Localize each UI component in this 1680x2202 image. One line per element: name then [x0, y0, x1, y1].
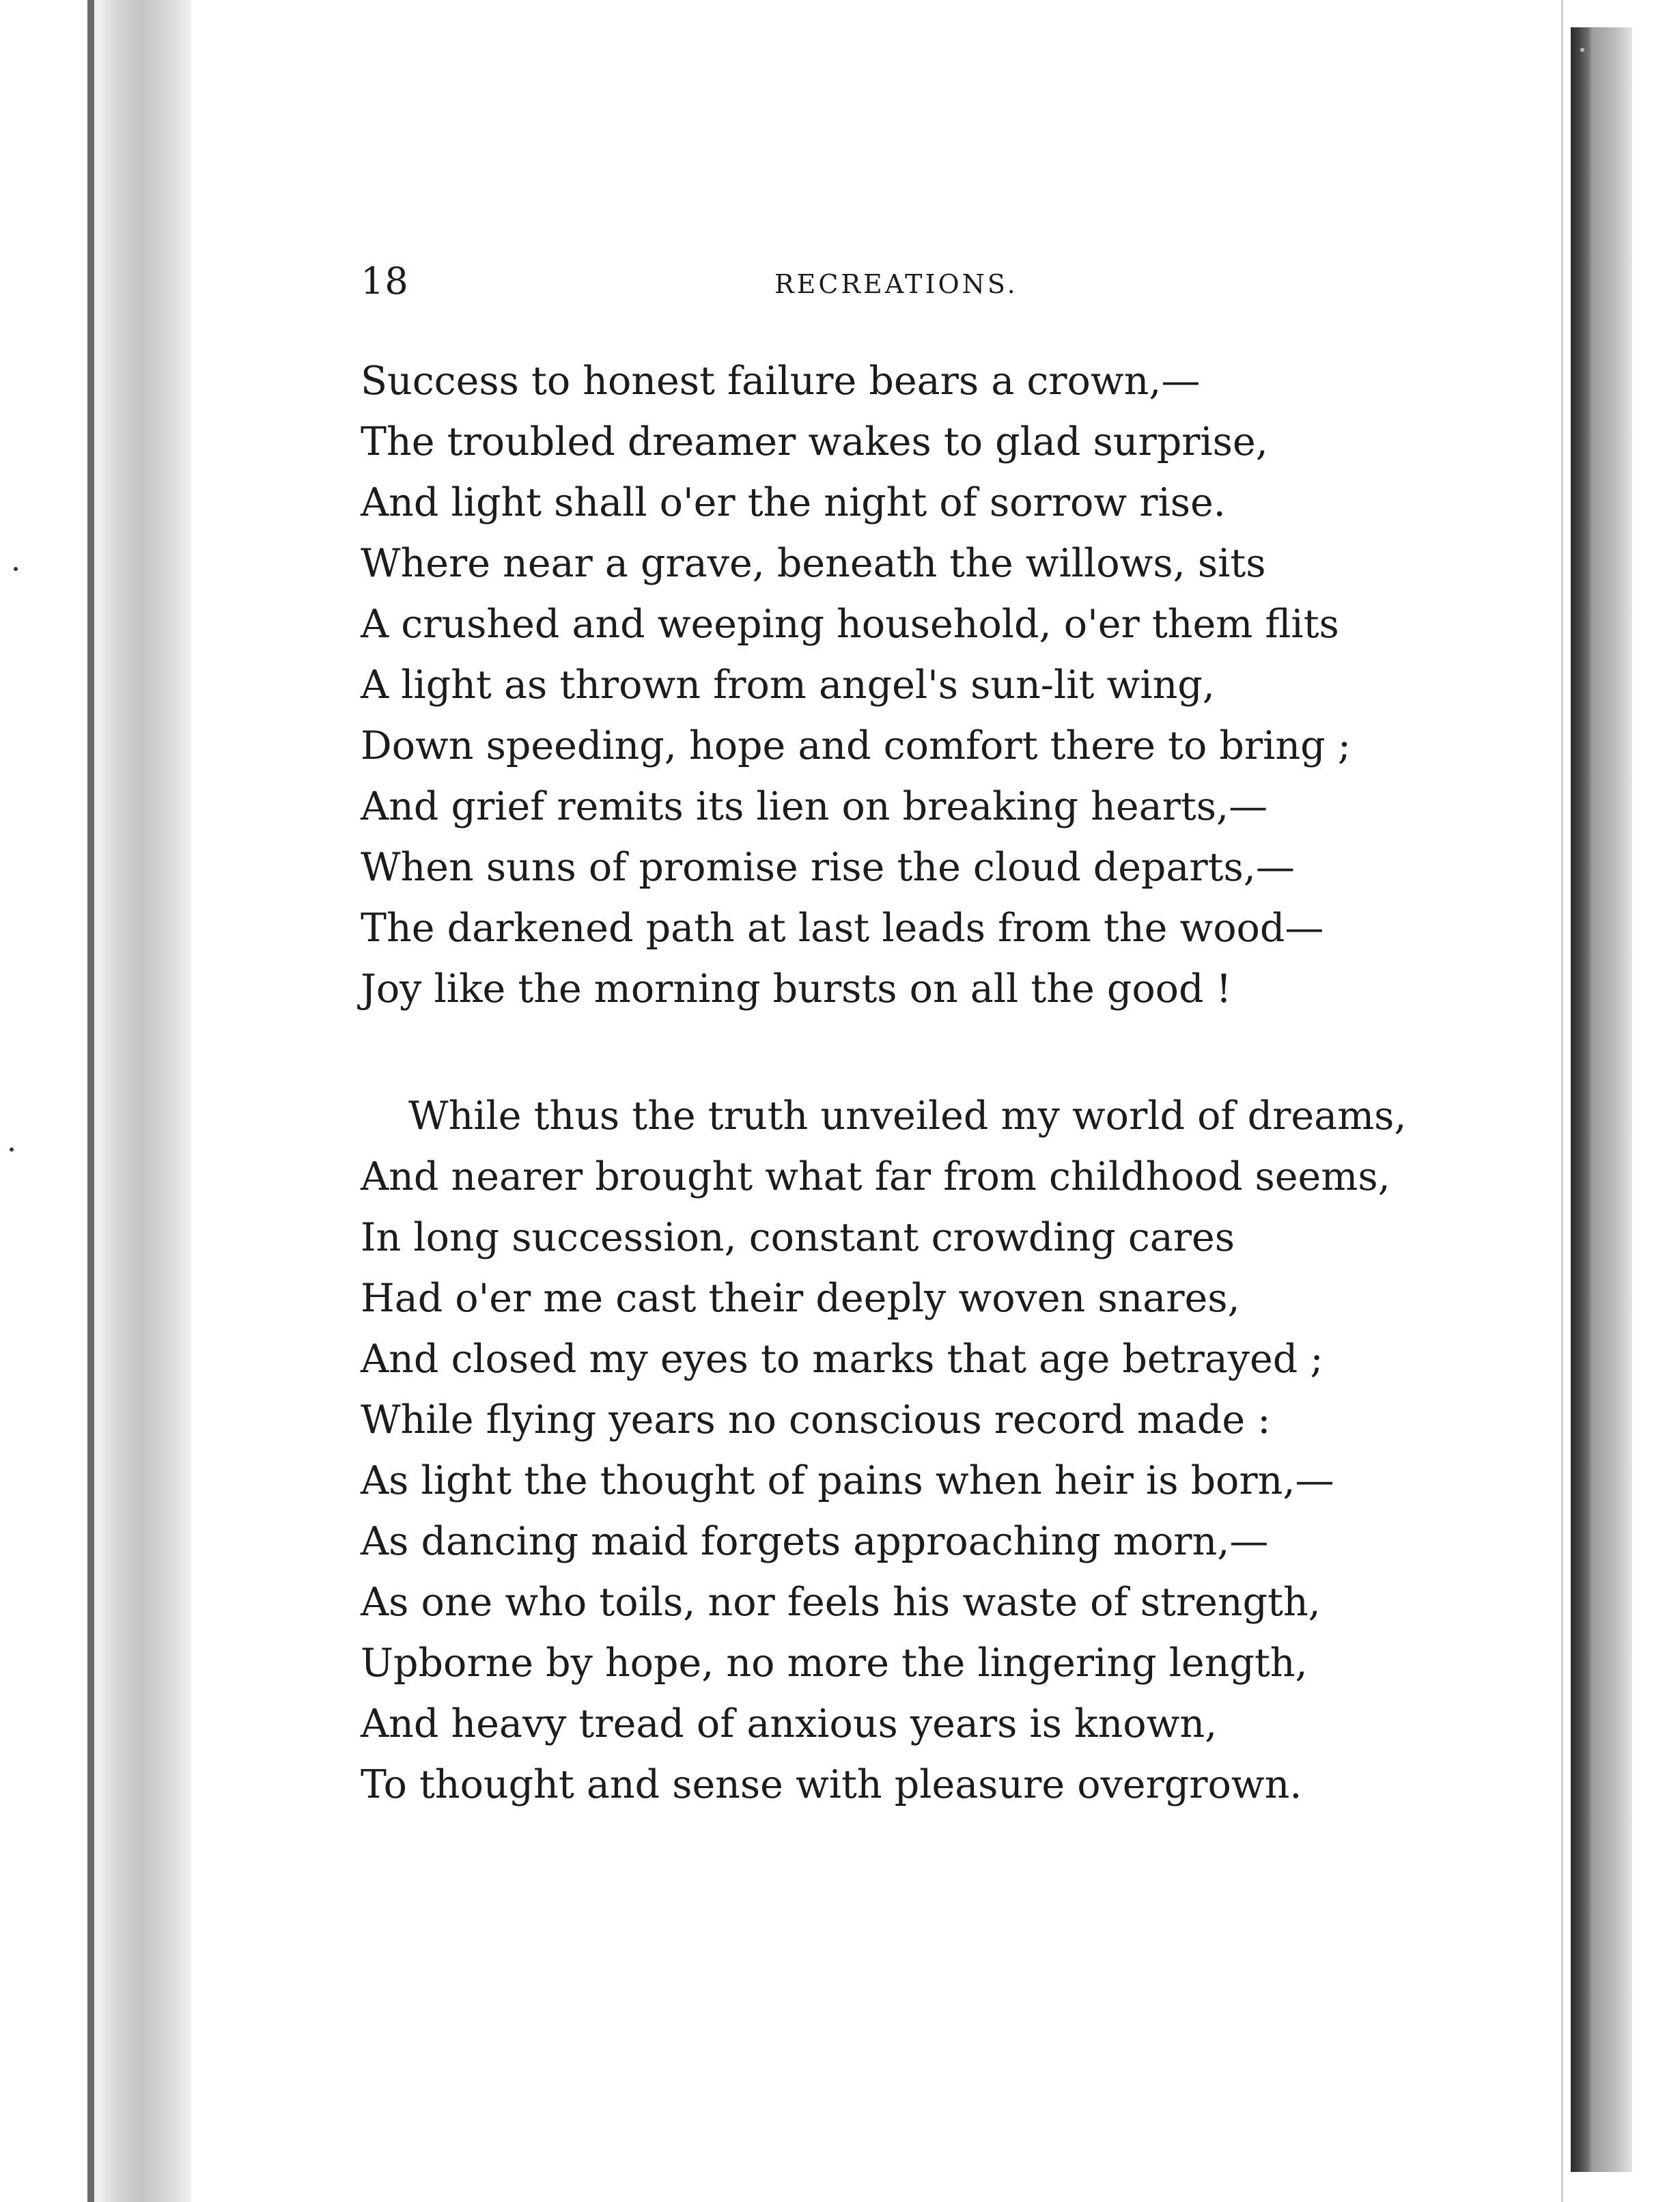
scan-speck [14, 567, 18, 571]
verse-line: Joy like the morning bursts on all the good ! [361, 966, 1232, 1012]
verse-line: The troubled dreamer wakes to glad surprise, [361, 419, 1268, 464]
verse-line: Down speeding, hope and comfort there to bring ; [361, 723, 1351, 768]
verse-line: A crushed and weeping household, o'er them flits [361, 602, 1339, 647]
next-page-edge-gray [1591, 27, 1632, 2172]
next-page-edge-dark [1571, 27, 1591, 2172]
page-number: 18 [361, 260, 409, 303]
binding-edge-light [94, 0, 102, 2202]
stanza [361, 351, 1351, 1020]
verse-line: A light as thrown from angel's sun-lit wing, [361, 663, 1215, 708]
verse-line: Success to honest failure bears a crown,— [361, 359, 1201, 404]
verse-line: And nearer brought what far from childhood seems, [361, 1154, 1390, 1199]
verse-line: And heavy tread of anxious years is known, [361, 1701, 1218, 1746]
binding-edge-dark [87, 0, 94, 2202]
running-head: RECREATIONS. [774, 269, 1018, 299]
verse-line: Upborne by hope, no more the lingering length, [361, 1641, 1308, 1686]
verse-line: The darkened path at last leads from the wood— [361, 906, 1324, 951]
verse-line: And grief remits its lien on breaking hearts,— [361, 784, 1268, 829]
verse-line: As light the thought of pains when heir is born,— [361, 1458, 1334, 1503]
verse-line: When suns of promise rise the cloud departs,— [361, 845, 1295, 890]
stanza [361, 1086, 1407, 1815]
verse-line: While thus the truth unveiled my world of dreams, [408, 1093, 1407, 1139]
verse-line: And closed my eyes to marks that age betrayed ; [361, 1337, 1324, 1382]
binding-shadow [102, 0, 191, 2202]
verse-line: As dancing maid forgets approaching morn,— [361, 1519, 1269, 1564]
page-edge-line [1561, 0, 1563, 2202]
verse-line: Had o'er me cast their deeply woven snares, [361, 1276, 1240, 1321]
scan-speck [10, 1147, 14, 1152]
verse-line: As one who toils, nor feels his waste of strength, [361, 1580, 1321, 1625]
verse-line: And light shall o'er the night of sorrow rise. [361, 480, 1226, 525]
verse-line: Where near a grave, beneath the willows, sits [361, 541, 1266, 586]
verse-line: To thought and sense with pleasure overgrown. [361, 1762, 1302, 1807]
verse-line: While flying years no conscious record made : [361, 1397, 1271, 1443]
verse-line: In long succession, constant crowding cares [361, 1215, 1235, 1260]
scan-speck [1580, 48, 1584, 52]
